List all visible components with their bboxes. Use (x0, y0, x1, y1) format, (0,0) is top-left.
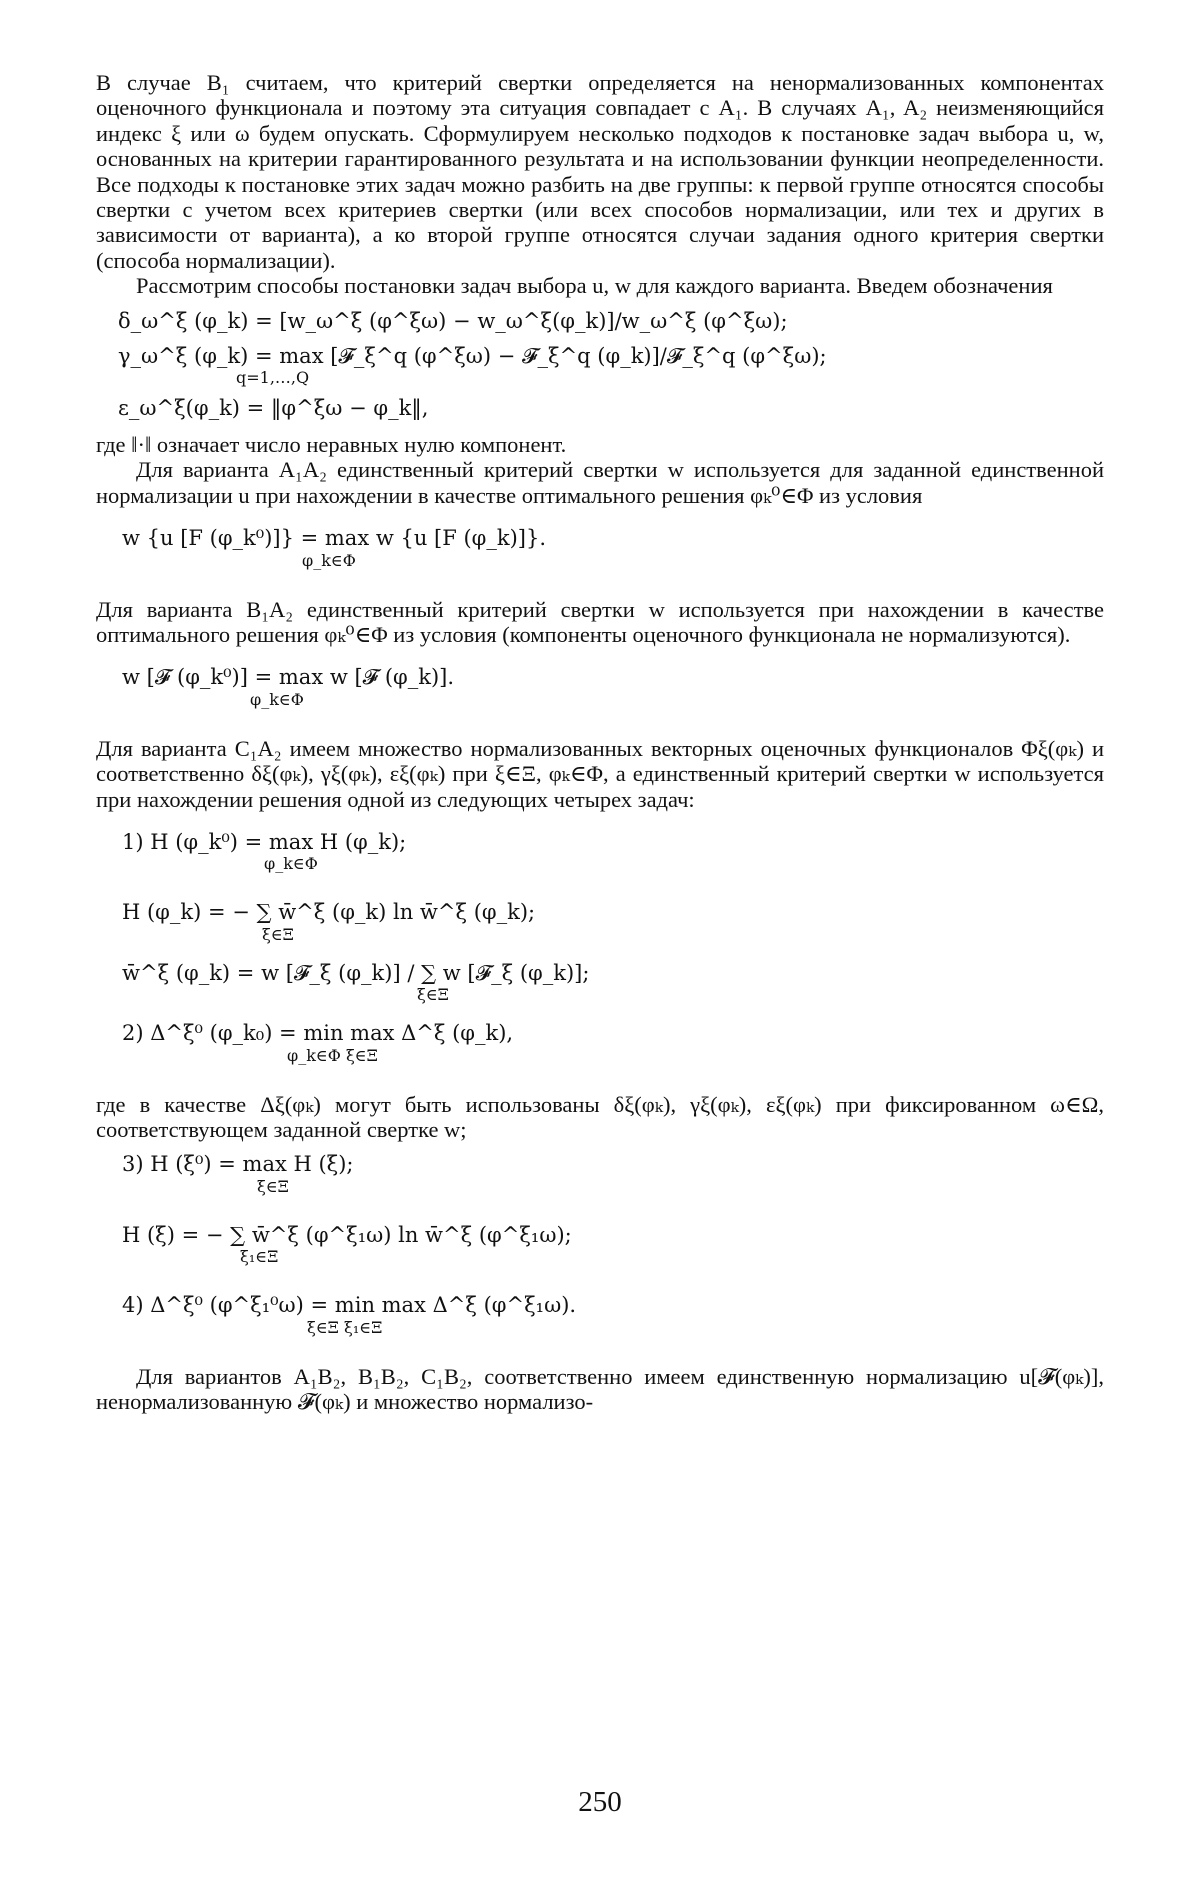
formula-variant-a1a2 (122, 526, 1104, 568)
formula-delta: δ_ω^ξ (φ_k) = [w_ω^ξ (φ^ξω) − w_ω^ξ(φ_k)]/w_ω^ξ (φ^ξω); (118, 308, 788, 333)
formula-task-3-entropy-text: H (ξ) = − ∑ w̄^ξ (φ^ξ₁ω) ln w̄^ξ (φ^ξ₁ω); (122, 1222, 572, 1247)
paragraph-6: Для варианта C₁A₂ имеем множество нормализованных векторных оценочных функционалов Φξ(φₖ) и соответственно δξ(φₖ), γξ(φₖ), εξ(φₖ) при ξ∈Ξ, φₖ∈Φ, а единственный критерий свертки w используется при нахождении решения одной из следующих четырех задач: (96, 735, 1104, 812)
paragraph-2: Рассмотрим способы постановки задач выбора u, w для каждого варианта. Введем обозначения (136, 273, 1053, 299)
formula-task-1-weights-text: w̄^ξ (φ_k) = w [𝓕_ξ (φ_k)] / ∑ w [𝓕_ξ (φ_k)]; (122, 960, 590, 985)
page-body (96, 70, 1104, 1414)
formula-task-2-text: 2) Δ^ξ⁰ (φ_k₀) = min max Δ^ξ (φ_k), (122, 1021, 514, 1046)
paragraph-1: В случае B₁ считаем, что критерий свертки определяется на ненормализованных компонентах оценочного функционала и поэтому эта ситуация совпадает с A₁. В случаях A₁, A₂ неизменяющийся индекс ξ или ω будем опускать. Сформулируем несколько подходов к постановке задач выбора u, w, основанных на критерии гарантированного результата и на использовании функции неопределенности. Все подходы к постановке этих задач можно разбить на две группы: к первой группе относятся способы свертки с учетом всех критериев свертки (или всех способов нормализации, или тех и других в зависимости от варианта), а ко второй группе относятся случаи задания одного критерия свертки (способа нормализации). (96, 70, 1104, 273)
formula-task-1-max-text: 1) H (φ_k⁰) = max H (φ_k); (122, 829, 407, 854)
formula-task-3-max-subscript: ξ∈Ξ (257, 1176, 289, 1196)
paragraph-3: где ‖·‖ означает число неравных нулю компонент. (96, 431, 567, 457)
formula-task-3-entropy (122, 1223, 1104, 1265)
formula-gamma-text: γ_ω^ξ (φ_k) = max [𝓕_ξ^q (φ^ξω) − 𝓕_ξ^q (φ_k)]/𝓕_ξ^q (φ^ξω); (118, 344, 827, 369)
formula-variant-b1a2 (122, 665, 1104, 707)
formula-task-3-entropy-subscript: ξ₁∈Ξ (240, 1247, 279, 1267)
formula-task-3-max (122, 1152, 1104, 1194)
formula-task-1-weights-subscript: ξ∈Ξ (417, 985, 449, 1005)
formula-gamma (118, 344, 1104, 386)
paragraph-7: где в качестве Δξ(φₖ) могут быть использованы δξ(φₖ), γξ(φₖ), εξ(φₖ) при фиксированном ω∈Ω, соответствующем заданной свертке w; (96, 1091, 1104, 1142)
paragraph-8: Для вариантов A₁B₂, B₁B₂, C₁B₂, соответственно имеем единственную нормализацию u[𝓕(φₖ)], ненормализованную 𝓕(φₖ) и множество нормализо- (96, 1363, 1104, 1414)
page-number: 250 (578, 1786, 622, 1818)
formula-variant-a1a2-text: w {u [F (φ_k⁰)]} = max w {u [F (φ_k)]}. (122, 526, 547, 551)
formula-variant-b1a2-text: w [𝓕 (φ_k⁰)] = max w [𝓕 (φ_k)]. (122, 665, 455, 690)
formula-epsilon: ε_ω^ξ(φ_k) = ‖φ^ξω − φ_k‖, (118, 396, 429, 421)
paragraph-4: Для варианта A₁A₂ единственный критерий свертки w используется для заданной единственной нормализации u при нахождении в качестве оптимального решения φₖ⁰∈Φ из условия (96, 457, 1104, 508)
paragraph-5: Для варианта B₁A₂ единственный критерий свертки w используется при нахождении в качестве оптимального решения φₖ⁰∈Φ из условия (компоненты оценочного функционала не нормализуются). (96, 596, 1104, 647)
formula-task-1-entropy (122, 900, 1104, 942)
formula-task-1-entropy-subscript: ξ∈Ξ (262, 924, 294, 944)
formula-task-4-subscript: ξ∈Ξ ξ₁∈Ξ (307, 1317, 383, 1337)
formula-gamma-subscript: q=1,…,Q (236, 368, 310, 388)
formula-task-1-entropy-text: H (φ_k) = − ∑ w̄^ξ (φ_k) ln w̄^ξ (φ_k); (122, 900, 536, 925)
formula-task-4-text: 4) Δ^ξ⁰ (φ^ξ₁⁰ω) = min max Δ^ξ (φ^ξ₁ω). (122, 1293, 577, 1318)
formula-task-1-max-subscript: φ_k∈Φ (264, 854, 318, 874)
formula-task-3-max-text: 3) H (ξ⁰) = max H (ξ); (122, 1152, 354, 1177)
formula-variant-b1a2-subscript: φ_k∈Φ (250, 689, 304, 709)
formula-variant-a1a2-subscript: φ_k∈Φ (302, 550, 356, 570)
formula-task-2 (122, 1021, 1104, 1063)
formula-task-1-max (122, 830, 1104, 872)
formula-task-1-weights (122, 961, 1104, 1003)
formula-task-4 (122, 1293, 1104, 1335)
formula-task-2-subscript: φ_k∈Φ ξ∈Ξ (287, 1045, 378, 1065)
